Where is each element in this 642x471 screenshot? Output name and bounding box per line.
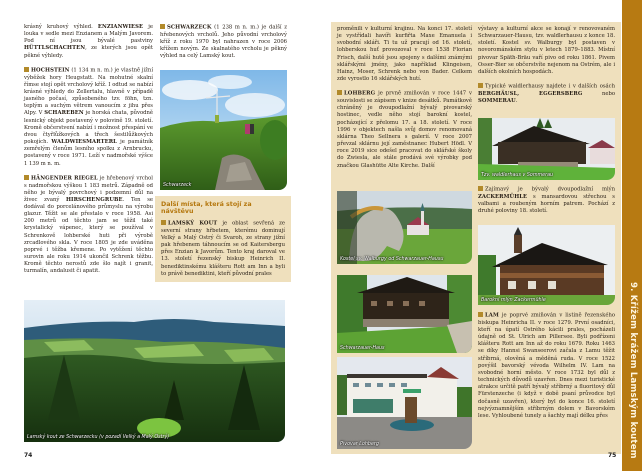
photo-schwarzauer-image xyxy=(337,275,472,353)
info-box-heading: Další místa, která stojí za návštěvu xyxy=(161,201,252,215)
paragraph-lam: LAM je poprvé zmiňován v listině řezenského biskupa Heinricha II. v roce 1279. První osadníci, kteří na úpatí Ostrého kácili prales, pocházeli údajně od St. Ulrich am Pillersee. Byli podřízeni klášteru Rott am Inn až do roku 1679. Roku 1463 se díky Hannsi Swanseerovi začala z Lamu těžit stříbrná, olověná a měděná ruda. V roce 1522 povýšil bavorský vévoda Wilhelm IV. Lam na svobodné horní město. V roce 1732 byl důl z technických důvodů uzavřen. Dnes mezi turistické atrakce určitě patří bývalý stříbrný a fluoritový důl Fürstenzeche (i když v době psaní průvodce byl dočasně uzavřen), který byl do konce 16. století nejvýznamnějším stříbrným dolem v Bavorském lese. Vyhloubené tunely a šachty mají délku přes xyxy=(478,312,615,419)
bullet-square-icon xyxy=(478,186,483,191)
bullet-square-icon xyxy=(161,220,166,225)
right-column-2c xyxy=(478,312,615,420)
chapter-sidebar xyxy=(622,0,642,471)
paragraph-glassworks: proměnili v kulturní krajinu. Na konci 17. století je vystřídali havíři kurfiřta Maxe Emanuela i svobodní skláři. Ti tu už pracují od 16. století, lohberskou huť provozoval v roce 1538 Florian Frisch, další hutě jsou spojeny s dalšími známými sklářskými jmény, jako například Klingeisen, Hainz, Moser, Schrenk nebo von Bader. Celkem zde vyrostlo 16 sklářských hutí. xyxy=(337,26,472,83)
left-column-1 xyxy=(24,24,153,276)
paragraph-schwarzeck: SCHWARZECK (1 238 m n. m.) je další z hřebenových vrcholů. Jeho původní vrcholový kříž z roku 1970 byl nahrazen v roce 2006 křížem novým. Ze skalnatého vrcholu je pěkný výhled na celý Lamský kout. xyxy=(160,24,287,60)
info-box-more-places xyxy=(155,196,291,282)
photo-waldlerhaus-sommerau xyxy=(478,118,615,180)
bullet-square-icon xyxy=(337,90,342,95)
photo-zackermuehle-image xyxy=(478,225,615,305)
photo-sommerau-image xyxy=(478,118,615,180)
bullet-square-icon xyxy=(478,83,483,88)
chapter-title: 9. Křížem krážem Lamským koutem xyxy=(628,282,638,459)
photo-caption: Lamský kout ze Schwarzecku (v pozadí Velký a Malý Ostrý) xyxy=(27,435,170,440)
paragraph-zackermuehle: Zajímavý je bývalý dvoupodlažní mlýn ZACKERMÜHLE s mansardovou střechou s valbami a roubeným horním patrem. Pochází z druhé poloviny 18. století. xyxy=(478,186,615,215)
photo-caption: Pivovar Lohberg xyxy=(340,442,379,447)
bullet-square-icon xyxy=(478,312,483,317)
paragraph-lamsky-kout: LAMSKÝ KOUT je oblast sevřená ze severní strany hřbetem, kterému dominují Velký a Malý Ostrý či Svaroh, ze strany jižní pak hřebenem táhnoucím se od Kaitersbergu přes Enzian k Javorům. Tento kraj daroval ve 13. století řezenský biskup Heinrich II. benediktinskému klášteru Rott am Inn a byli to právě benediktini, kteří původní prales xyxy=(161,220,285,277)
photo-pivovar-image xyxy=(337,357,472,449)
right-column-2 xyxy=(478,26,615,105)
photo-caption: Kostel sv. Walburgy od Schwarzauer-Hausu xyxy=(340,257,444,262)
photo-schwarzeck xyxy=(160,70,287,190)
bullet-square-icon xyxy=(24,175,29,180)
bullet-square-icon xyxy=(24,67,29,72)
photo-pivovar-lohberg xyxy=(337,357,472,449)
right-column-1 xyxy=(337,26,472,170)
photo-caption: Tzv. waldlerhaus v Sommerau xyxy=(481,173,554,178)
paragraph-exhibitions: výstavy a kulturní akce se konají v renovovaném Schwarzauer-Hausu, tzv. waldlerhausu z konce 18. století. Kostel sv. Walburgy byl postaven v novorománském stylu v letech 1879–1883. Místní pivovar Späth-Bräu vaří pivo od roku 1861. Pivem Osser-Bier se občerstvíte nejenom na Ostrém, ale i dalších okolních hospodách. xyxy=(478,26,615,75)
paragraph-hochstein: HOCHSTEIN (1 134 m n. m.) je vlastně jižní výběžek hory Heugstatt. Na mohutné skalní římse stojí opět vrcholový kříž. I odtud se nabízí krásné výhledy do Zellertalu, hlavně v případě jasného počasí, způsobeného tzv. föhn, tzn. teplým a suchým větrem vanoucím z jihu přes Alpy. V SCHAREBEN je horská chata, původně lesnický objekt postavený v polovině 19. století. Kromě občerstvení nabízí i možnost přespání ve dvou čtyřlůžkových a třech šestilůžkových pokojích. WALDWIESMARTERL je památník zemřelým členům lesního spolku z Arnbrucku, postavený v roce 1971. Leží v nadmořské výšce 1 139 m n. m. xyxy=(24,67,153,167)
right-column-2b xyxy=(478,186,615,215)
photo-panorama xyxy=(24,300,285,442)
left-column-2 xyxy=(160,24,287,60)
photo-caption: Schwarzeck xyxy=(163,183,192,188)
photo-kostel-image xyxy=(337,191,472,264)
right-page xyxy=(321,0,642,471)
page-number: 74 xyxy=(24,452,33,459)
bullet-square-icon xyxy=(160,24,165,29)
photo-zackermuehle xyxy=(478,225,615,305)
photo-panorama-image xyxy=(24,300,285,442)
paragraph-enzianwiese: krásný kruhový výhled. ENZIANWIESE je louka v sedle mezi Enzianem a Malým Javorem. Pod ní jsou bývalé pastviny HÜTTLSCHACHTEN, ze kterých jsou opět pěkné výhledy. xyxy=(24,24,154,59)
photo-kostel-walburgy xyxy=(337,191,472,264)
page-number: 75 xyxy=(608,452,617,459)
photo-schwarzeck-image xyxy=(160,70,287,190)
paragraph-haengender-riegel: HÄNGENDER RIEGEL je hřebenový vrchol s nadmořskou výškou 1 183 metrů. Západně od něho je bývalý povrchový i podzemní důl na živec zvaný HIRSCHENGRUBE. Ten se dodával do porcelánového průmyslu na výrobu glazur. Těžit se ale přestalo v roce 1958. Asi 200 metrů od těchto jam se těžil také krystalický vápenec, který se používal v Schrenkově lohberské huti při výrobě zrcadlového skla. V roce 1805 je zde uváděna poprvé i těžba křemene. Po vytěžení těchto surovin ale roku 1914 ukončil Schrenk těžbu. Kromě těchto nerostů zde šlo najít i granit, turmalín, andalusit či apatit. xyxy=(24,175,153,275)
photo-schwarzauer-haus xyxy=(337,275,472,353)
paragraph-lohberg: LOHBERG je prvně zmiňován v roce 1447 v souvislosti se zápisem v knize desátků. Památkově chráněný je dvoupodlažní bývalý pivovarský hostinec, vedle něho stojí barokní kostel, pocházející z přelomu 17. a 18. století. V roce 1996 v objektech našla svůj domov renomovaná sklárna Theo Sellnera s galerií. V roce 2007 převzal sklárnu její zaměstnanec Hubert Hödl. V roce 2019 sice odešel pracovat do sklářské školy do Zwiesla, ale stále prodává své výrobky pod značkou Glashütte Alte Kirche. Další xyxy=(337,90,472,169)
photo-caption: Barokní mlýn Zackermühle xyxy=(481,298,546,303)
paragraph-waldlerhausy: Typické waldlerhausy najdete i v dalších osách BERGHÄUSL, EGGERSBERG nebo SOMMERAU. xyxy=(478,83,615,105)
photo-caption: Schwarzauer-Haus xyxy=(340,346,385,351)
